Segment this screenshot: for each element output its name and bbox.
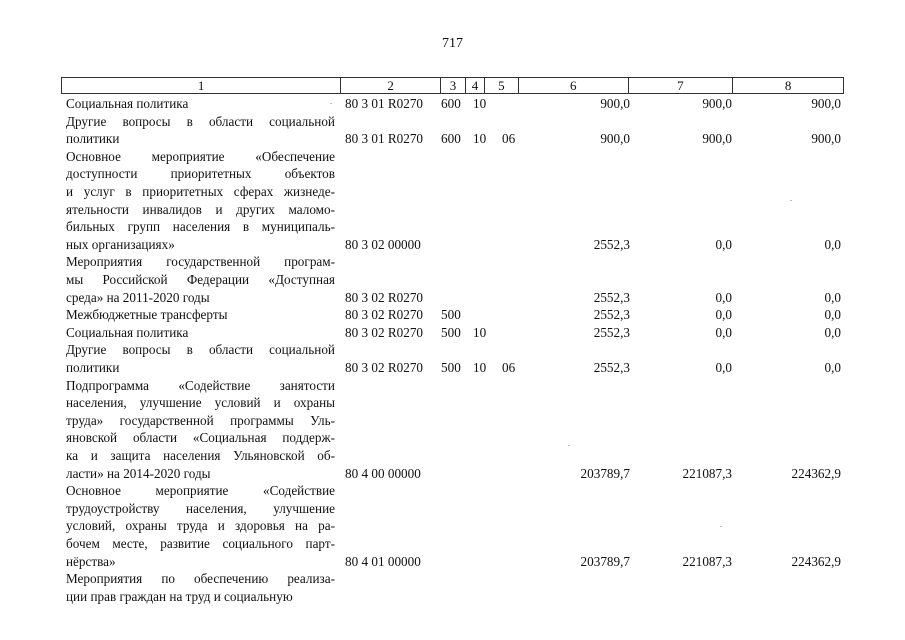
row-description-line: ятельности инвалидов и других маломо- [66, 201, 335, 217]
row-value-8: 0,0 [824, 289, 841, 305]
scan-speck [568, 445, 570, 446]
row-code: 80 3 01 R0270 [345, 131, 424, 147]
row-col3: 500 [441, 307, 461, 323]
column-header-8: 8 [784, 78, 792, 93]
row-description-line: Основное мероприятие «Содействие [66, 483, 335, 499]
row-value-6: 2552,3 [593, 307, 630, 323]
row-value-7: 900,0 [702, 96, 732, 111]
row-value-7: 0,0 [715, 236, 732, 252]
row-code: 80 3 02 R0270 [345, 289, 424, 305]
row-code: 80 3 02 R0270 [345, 324, 424, 340]
row-value-6: 2552,3 [593, 289, 630, 305]
row-col4: 10 [473, 131, 487, 147]
row-col4: 10 [473, 360, 487, 375]
row-col3: 600 [441, 96, 461, 111]
row-value-7: 0,0 [715, 307, 732, 323]
row-value-7: 221087,3 [682, 465, 732, 481]
row-value-7: 0,0 [715, 360, 732, 375]
column-header-4: 4 [466, 78, 485, 93]
row-value-8: 900,0 [811, 96, 841, 111]
row-code: 80 3 01 R0270 [345, 96, 424, 111]
row-description-line: яновской области «Социальная поддерж- [66, 430, 335, 446]
column-header-1: 1 [62, 78, 341, 93]
row-description-line: мы Российской Федерации «Доступная [66, 272, 335, 287]
row-description-line: труда» государственной программы Уль- [66, 412, 335, 428]
row-description-line: среда» на 2011-2020 годы [66, 289, 210, 305]
row-value-8: 0,0 [824, 307, 841, 323]
row-value-7: 221087,3 [682, 553, 732, 569]
row-description-line: Другие вопросы в области социальной [66, 113, 335, 129]
row-value-8: 0,0 [824, 236, 841, 252]
row-description-line: ласти» на 2014-2020 годы [66, 465, 211, 481]
row-col5: 06 [502, 131, 516, 147]
column-header-3: 3 [441, 78, 466, 93]
row-value-8: 224362,9 [791, 465, 841, 481]
row-value-6: 203789,7 [580, 553, 630, 569]
row-description-line: ции прав граждан на труд и социальную [66, 588, 293, 604]
row-col4: 10 [473, 324, 487, 340]
row-description-line: Другие вопросы в области социальной [66, 342, 335, 358]
row-description-line: Мероприятия государственной програм- [66, 254, 335, 270]
column-header-6: 6 [519, 78, 629, 93]
row-description-line: и услуг в приоритетных сферах жизнеде- [66, 184, 335, 199]
row-description-line: политики [66, 131, 120, 147]
row-value-6: 900,0 [600, 131, 630, 147]
row-description-line: бильных групп населения в муниципаль- [66, 219, 335, 235]
row-description-line: доступности приоритетных объектов [66, 166, 335, 182]
row-description-line: Межбюджетные трансферты [66, 307, 228, 323]
row-value-6: 2552,3 [593, 324, 630, 340]
row-value-8: 0,0 [824, 360, 841, 375]
row-col5: 06 [502, 360, 516, 375]
row-value-6: 900,0 [600, 96, 630, 111]
row-value-7: 900,0 [702, 131, 732, 147]
row-description-line: политики [66, 360, 120, 375]
row-value-6: 2552,3 [593, 360, 630, 375]
column-header-5: 5 [485, 78, 519, 93]
row-value-8: 900,0 [811, 131, 841, 147]
row-description-line: Мероприятия по обеспечению реализа- [66, 571, 335, 587]
page-number: 717 [442, 36, 463, 51]
row-description-line: Социальная политика [66, 324, 189, 340]
row-code: 80 3 02 R0270 [345, 360, 424, 375]
row-description-line: ных организациях» [66, 236, 175, 252]
row-description-line: бочем месте, развитие социального парт- [66, 536, 335, 551]
row-code: 80 3 02 00000 [345, 236, 421, 252]
row-value-7: 0,0 [715, 289, 732, 305]
row-description-line: трудоустройству населения, улучшение [66, 500, 335, 516]
row-col3: 500 [441, 324, 461, 340]
row-description-line: Основное мероприятие «Обеспечение [66, 148, 335, 164]
row-code: 80 3 02 R0270 [345, 307, 424, 323]
column-header-2: 2 [341, 78, 441, 93]
row-description-line: населения, улучшение условий и охраны [66, 395, 335, 411]
row-col3: 500 [441, 360, 461, 375]
row-description-line: нёрства» [66, 553, 116, 569]
scan-speck [720, 526, 722, 527]
row-col4: 10 [473, 96, 487, 111]
row-code: 80 4 01 00000 [345, 553, 421, 569]
scan-speck [790, 200, 792, 201]
row-col3: 600 [441, 131, 461, 147]
row-description-line: Социальная политика [66, 96, 189, 111]
column-header-7: 7 [629, 78, 734, 93]
row-description-line: ка и защита населения Ульяновской об- [66, 448, 335, 463]
row-description-line: Подпрограмма «Содействие занятости [66, 377, 335, 393]
scan-speck [330, 103, 332, 104]
row-code: 80 4 00 00000 [345, 465, 421, 481]
row-value-6: 203789,7 [580, 465, 630, 481]
row-description-line: условий, охраны труда и здоровья на ра- [66, 518, 335, 534]
row-value-6: 2552,3 [593, 236, 630, 252]
row-value-7: 0,0 [715, 324, 732, 340]
row-value-8: 0,0 [824, 324, 841, 340]
row-value-8: 224362,9 [791, 553, 841, 569]
table-header [61, 77, 844, 94]
